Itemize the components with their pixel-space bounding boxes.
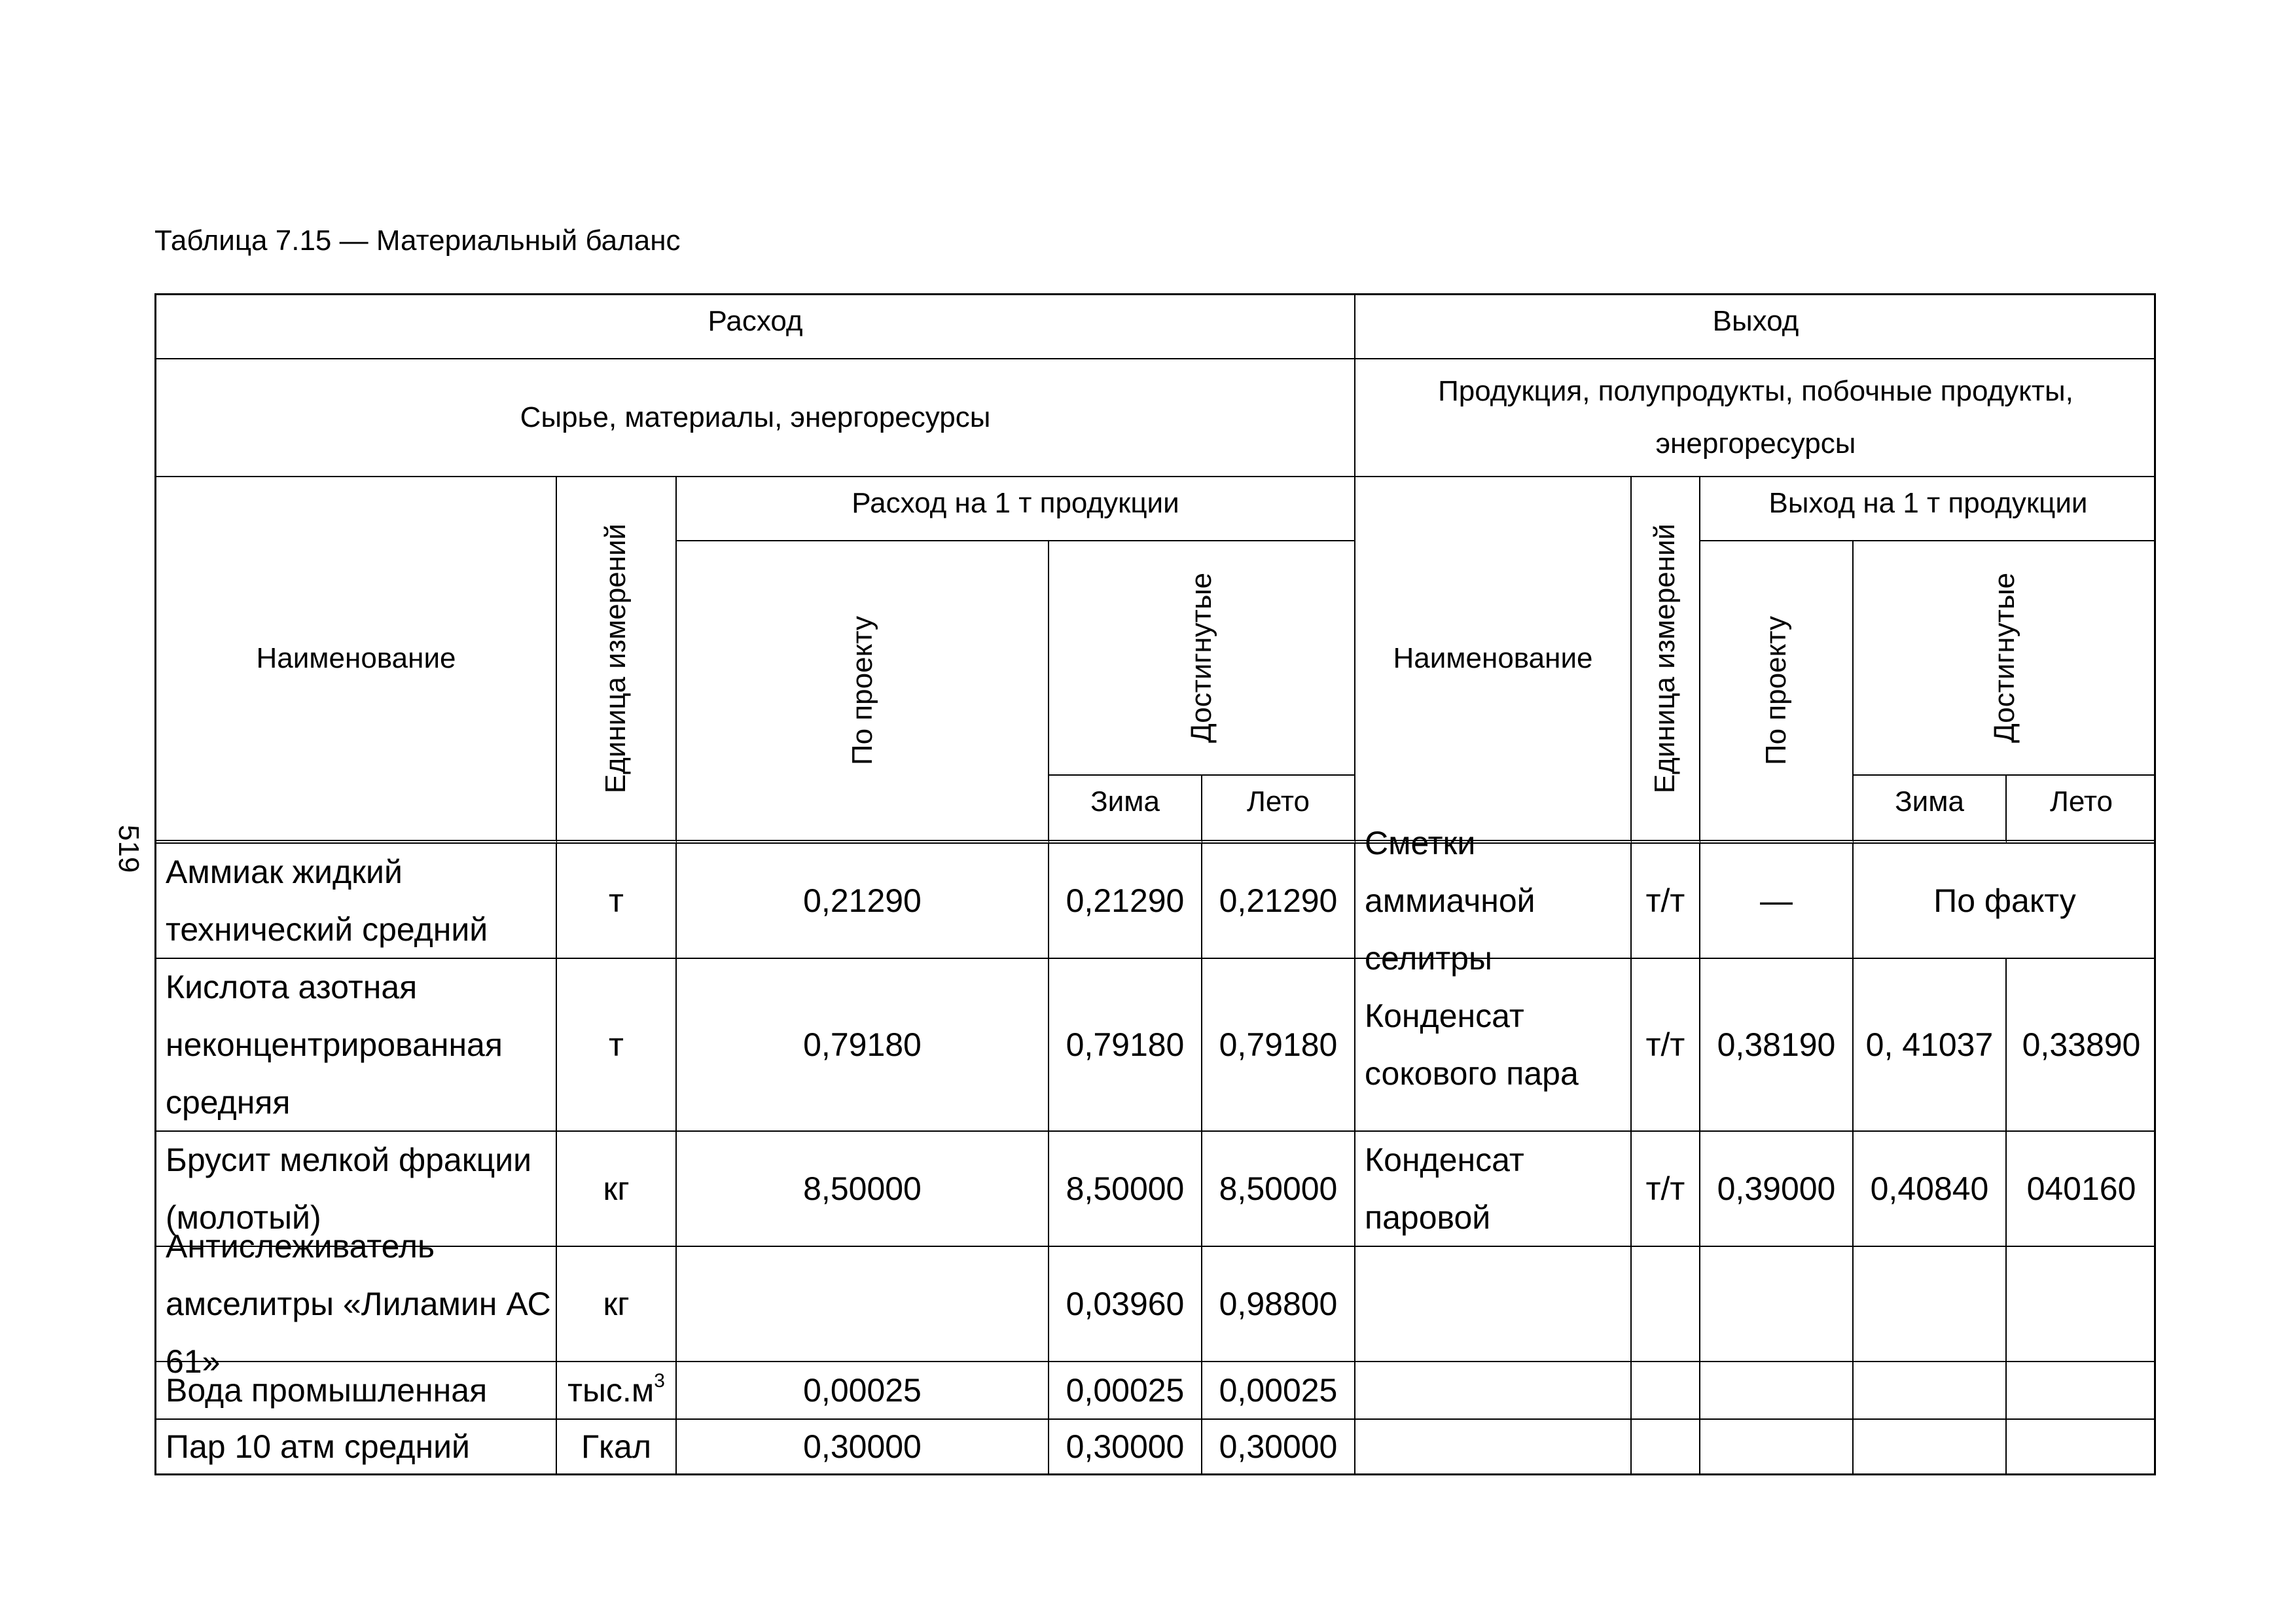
material-balance-table [154,293,2156,1475]
row2-winter: 0,79180 [1049,959,1202,1132]
row6-out-summer [2007,1420,2156,1473]
row4-out-unit [1632,1247,1700,1362]
header-rashod: Расход [156,295,1355,359]
header-zima-left: Зима [1049,776,1202,844]
page-number: 519 [113,825,145,873]
row2-unit: т [557,959,677,1132]
row6-winter: 0,30000 [1049,1420,1202,1473]
row1-out-project: — [1700,844,1854,959]
row5-name: Вода промышленная [156,1362,557,1420]
row2-out-unit: т/т [1632,959,1700,1132]
row3-winter: 8,50000 [1049,1132,1202,1247]
row1-name: Аммиак жидкий технический средний [156,844,557,959]
row4-out-winter [1854,1247,2007,1362]
row2-name: Кислота азотная неконцентрированная средняя [156,959,557,1132]
row4-out-project [1700,1247,1854,1362]
header-vyhod-na-1t: Выход на 1 т продукции [1700,477,2156,541]
row6-out-unit [1632,1420,1700,1473]
row2-out-project: 0,38190 [1700,959,1854,1132]
row4-winter: 0,03960 [1049,1247,1202,1362]
header-syrye: Сырье, материалы, энергоресурсы [156,359,1355,477]
row2-out-name: Конденсат сокового пара [1355,959,1632,1132]
row5-winter: 0,00025 [1049,1362,1202,1420]
row5-out-unit [1632,1362,1700,1420]
row4-out-name [1355,1247,1632,1362]
header-naimenovanie-left: Наименование [156,477,557,844]
row2-out-winter: 0, 41037 [1854,959,2007,1132]
row1-unit: т [557,844,677,959]
row4-unit: кг [557,1247,677,1362]
row1-project: 0,21290 [677,844,1049,959]
row5-unit: $тыс.м^3$ [557,1362,677,1420]
row2-out-summer: 0,33890 [2007,959,2156,1132]
header-edinica-right: Единица измерений [1632,477,1700,844]
header-po-proektu-right: По проекту [1700,541,1854,844]
row5-unit-sup: 3 [654,1370,665,1392]
row6-out-name [1355,1420,1632,1473]
row6-out-project [1700,1420,1854,1473]
row5-out-project [1700,1362,1854,1420]
row1-winter: 0,21290 [1049,844,1202,959]
header-naimenovanie-right: Наименование [1355,477,1632,844]
row5-project: 0,00025 [677,1362,1049,1420]
row1-out-fact: По факту [1854,844,2156,959]
header-dostignutye-left: Достигнутые [1049,541,1355,776]
row3-out-project: 0,39000 [1700,1132,1854,1247]
row6-name: Пар 10 атм средний [156,1420,557,1473]
row2-project: 0,79180 [677,959,1049,1132]
row2-summer: 0,79180 [1202,959,1355,1132]
header-dostignutye-right: Достигнутые [1854,541,2156,776]
row3-name: Брусит мелкой фракции (молотый) [156,1132,557,1247]
header-vyhod: Выход [1355,295,2156,359]
row6-summer: 0,30000 [1202,1420,1355,1473]
row3-out-winter: 0,40840 [1854,1132,2007,1247]
row4-project [677,1247,1049,1362]
row4-summer: 0,98800 [1202,1247,1355,1362]
row6-unit: Гкал [557,1420,677,1473]
row3-out-name: Конденсат паровой [1355,1132,1632,1247]
row3-summer: 8,50000 [1202,1132,1355,1247]
header-leto-left: Лето [1202,776,1355,844]
row6-out-winter [1854,1420,2007,1473]
header-rashod-na-1t: Расход на 1 т продукции [677,477,1355,541]
row5-out-summer [2007,1362,2156,1420]
row5-out-name [1355,1362,1632,1420]
row6-project: 0,30000 [677,1420,1049,1473]
row3-unit: кг [557,1132,677,1247]
row1-out-name: Сметки аммиачной селитры [1355,844,1632,959]
row5-out-winter [1854,1362,2007,1420]
row4-name: Антислеживатель амселитры «Лиламин АС 61» [156,1247,557,1362]
header-zima-right: Зима [1854,776,2007,844]
row1-out-unit: т/т [1632,844,1700,959]
header-po-proektu-left: По проекту [677,541,1049,844]
header-produkcia: Продукция, полупродукты, побочные продукты, энергоресурсы [1355,359,2156,477]
header-leto-right: Лето [2007,776,2156,844]
row3-project: 8,50000 [677,1132,1049,1247]
row3-out-summer: 040160 [2007,1132,2156,1247]
row3-out-unit: т/т [1632,1132,1700,1247]
row5-summer: 0,00025 [1202,1362,1355,1420]
row1-summer: 0,21290 [1202,844,1355,959]
row4-out-summer [2007,1247,2156,1362]
table-caption: Таблица 7.15 — Материальный баланс [154,225,681,257]
header-edinica-left: Единица измерений [557,477,677,844]
